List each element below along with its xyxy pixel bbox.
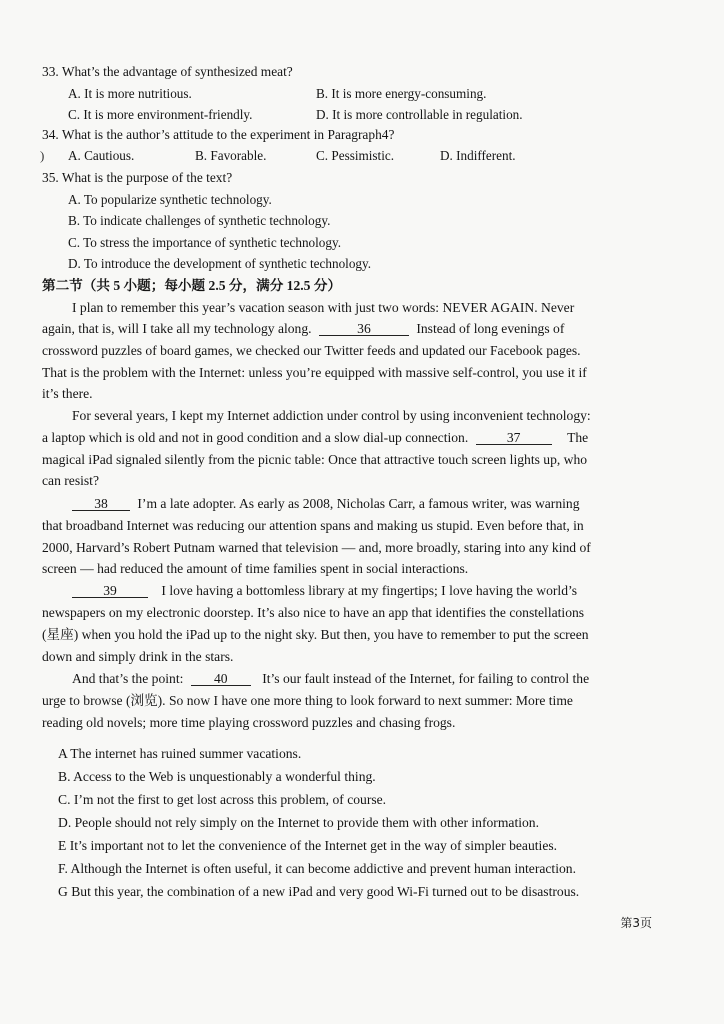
q33-option-a: A. It is more nutritious. <box>68 86 192 101</box>
blank-40: 40 <box>191 672 251 686</box>
q35-option-d: D. To introduce the development of synthetic technology. <box>68 256 372 271</box>
margin-mark: ) <box>40 148 45 163</box>
p1-line-5: it’s there. <box>42 386 93 401</box>
question-35-stem: 35. What is the purpose of the text? <box>42 170 233 185</box>
p5-line-2: urge to browse (浏览). So now I have one more thing to look forward to next summer: More time <box>42 693 573 708</box>
p2-line-2-text: a laptop which is old and not in good condition and a slow dial-up connection. <box>42 430 469 445</box>
question-33-stem: 33. What’s the advantage of synthesized meat? <box>42 64 293 79</box>
p5-line-1-text: And that’s the point: <box>72 671 184 686</box>
choice-e: E It’s important not to let the convenience of the Internet get in the way of simpler beauties. <box>58 838 558 853</box>
blank-38: 38 <box>72 497 130 511</box>
p3-line-1-text: I’m a late adopter. As early as 2008, Nicholas Carr, a famous writer, was warning <box>137 496 580 511</box>
p4-line-4: down and simply drink in the stars. <box>42 649 234 664</box>
p1-line-4: That is the problem with the Internet: unless you’re equipped with massive self-control, you use it if <box>42 365 587 380</box>
p1-line-1: I plan to remember this year’s vacation season with just two words: NEVER AGAIN. Never <box>72 300 575 315</box>
p5-line-3: reading old novels; more time playing crossword puzzles and chasing frogs. <box>42 715 456 730</box>
p5-line-1-tail: It’s our fault instead of the Internet, for failing to control the <box>262 671 590 686</box>
p1-line-3: crossword puzzles of board games, we checked our Twitter feeds and updated our Facebook pages. <box>42 343 581 358</box>
p2-line-2 <box>42 430 588 446</box>
q33-option-b: B. It is more energy-consuming. <box>316 86 487 101</box>
q34-option-c: C. Pessimistic. <box>316 148 395 163</box>
p2-line-2-tail: The <box>567 430 589 445</box>
p2-line-4: can resist? <box>42 473 99 488</box>
p4-line-2: newspapers on my electronic doorstep. It’s also nice to have an app that identifies the constellations <box>42 605 585 620</box>
p5-line-1 <box>72 671 589 687</box>
choice-g: G But this year, the combination of a new iPad and very good Wi-Fi turned out to be disastrous. <box>58 884 580 899</box>
blank-39: 39 <box>72 584 148 598</box>
choice-b: B. Access to the Web is unquestionably a wonderful thing. <box>58 769 376 784</box>
p3-line-3: 2000, Harvard’s Robert Putnam warned that television — and, more broadly, staring into any kind of <box>42 540 591 555</box>
q35-option-b: B. To indicate challenges of synthetic technology. <box>68 213 331 228</box>
p4-line-3: (星座) when you hold the iPad up to the night sky. But then, you have to remember to put the screen <box>42 627 589 642</box>
choice-a: A The internet has ruined summer vacations. <box>58 746 302 761</box>
p2-line-1: For several years, I kept my Internet addiction under control by using inconvenient technology: <box>72 408 591 423</box>
blank-37: 37 <box>476 431 552 445</box>
q34-option-a: A. Cautious. <box>68 148 135 163</box>
p2-line-3: magical iPad signaled silently from the picnic table: Once that attractive touch screen lights up, who <box>42 452 588 467</box>
q33-option-d: D. It is more controllable in regulation. <box>316 107 523 122</box>
choice-f: F. Although the Internet is often useful, it can become addictive and prevent human interaction. <box>58 861 576 876</box>
p1-line-2 <box>42 321 564 337</box>
page-number: 第3页 <box>620 916 652 930</box>
p3-line-2: that broadband Internet was reducing our attention spans and making us stupid. Even before that, in <box>42 518 584 533</box>
section-title: 第二节（共 5 小题；每小题 2.5 分，满分 12.5 分） <box>42 278 342 293</box>
p4-line-1 <box>72 583 577 599</box>
q34-option-b: B. Favorable. <box>195 148 267 163</box>
p1-line-2-tail: Instead of long evenings of <box>416 321 565 336</box>
p1-line-2-text: again, that is, will I take all my technology along. <box>42 321 312 336</box>
q33-option-c: C. It is more environment-friendly. <box>68 107 253 122</box>
p3-line-4: screen — had reduced the amount of time families spent in social interactions. <box>42 561 469 576</box>
p3-line-1 <box>72 496 580 512</box>
question-34-stem: 34. What is the author’s attitude to the experiment in Paragraph4? <box>42 127 395 142</box>
blank-36: 36 <box>319 322 409 336</box>
q34-option-d: D. Indifferent. <box>440 148 516 163</box>
p4-line-1-text: I love having a bottomless library at my fingertips; I love having the world’s <box>161 583 578 598</box>
choice-d: D. People should not rely simply on the Internet to provide them with other information. <box>58 815 539 830</box>
choice-c: C. I’m not the first to get lost across this problem, of course. <box>58 792 387 807</box>
q35-option-a: A. To popularize synthetic technology. <box>68 192 272 207</box>
q35-option-c: C. To stress the importance of synthetic technology. <box>68 235 342 250</box>
